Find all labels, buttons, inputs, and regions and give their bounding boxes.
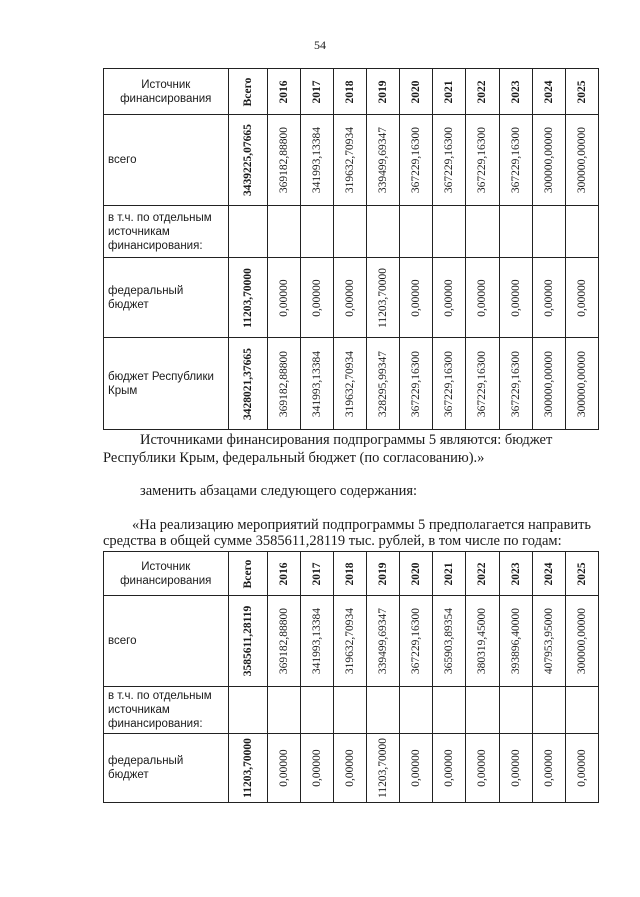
header-year: 2017 [300, 69, 333, 115]
cell: 0,00000 [433, 258, 466, 338]
cell: 369182,88800 [267, 115, 300, 206]
cell: 339499,69347 [367, 596, 400, 687]
cell: 341993,13384 [300, 338, 333, 430]
cell: 0,00000 [499, 258, 532, 338]
cell: 367229,16300 [499, 338, 532, 430]
cell: 300000,00000 [565, 115, 598, 206]
cell: 328295,99347 [367, 338, 400, 430]
cell: 0,00000 [532, 258, 565, 338]
cell [267, 687, 300, 734]
row-label: федеральный бюджет [104, 734, 229, 803]
header-year: 2025 [565, 69, 598, 115]
cell: 3428021,37665 [228, 338, 267, 430]
cell: 365903,89354 [433, 596, 466, 687]
cell: 367229,16300 [466, 115, 499, 206]
table-row [104, 687, 599, 734]
cell: 0,00000 [400, 258, 433, 338]
paragraph-sources: Источниками финансирования подпрограммы 5 являются: бюджет [140, 432, 553, 448]
cell: 319632,70934 [333, 596, 366, 687]
cell [300, 206, 333, 258]
cell: 11203,70000 [228, 258, 267, 338]
row-label: бюджет Республики Крым [104, 338, 229, 430]
cell [400, 687, 433, 734]
cell [300, 687, 333, 734]
header-year: 2024 [532, 69, 565, 115]
cell: 0,00000 [333, 734, 366, 803]
row-label: всего [104, 115, 229, 206]
cell: 11203,70000 [228, 734, 267, 803]
cell [228, 206, 267, 258]
header-year: 2016 [267, 69, 300, 115]
cell [367, 687, 400, 734]
cell [333, 206, 366, 258]
cell: 0,00000 [333, 258, 366, 338]
page-number: 54 [314, 38, 326, 52]
header-source: Источник финансирования [104, 69, 229, 115]
cell: 11203,70000 [367, 258, 400, 338]
cell: 319632,70934 [333, 338, 366, 430]
cell: 367229,16300 [400, 115, 433, 206]
cell [228, 687, 267, 734]
table-row [104, 338, 599, 430]
header-year: 2019 [367, 69, 400, 115]
header-year: 2022 [466, 552, 499, 596]
header-source: Источник финансирования [104, 552, 229, 596]
cell: 369182,88800 [267, 338, 300, 430]
row-label: всего [104, 596, 229, 687]
cell [565, 687, 598, 734]
cell: 11203,70000 [367, 734, 400, 803]
cell: 0,00000 [300, 258, 333, 338]
cell: 0,00000 [565, 734, 598, 803]
row-label: в т.ч. по отдельным источникам финансирования: [104, 687, 229, 734]
cell: 0,00000 [466, 258, 499, 338]
table-row [104, 734, 599, 803]
header-year: 2019 [367, 552, 400, 596]
cell: 3585611,28119 [228, 596, 267, 687]
header-year: 2021 [433, 552, 466, 596]
table-row [104, 258, 599, 338]
header-year: 2016 [267, 552, 300, 596]
cell: 0,00000 [433, 734, 466, 803]
cell [267, 206, 300, 258]
cell [499, 687, 532, 734]
header-year: 2022 [466, 69, 499, 115]
cell: 367229,16300 [466, 338, 499, 430]
header-year: 2020 [400, 552, 433, 596]
cell: 300000,00000 [532, 115, 565, 206]
cell [433, 687, 466, 734]
cell: 341993,13384 [300, 115, 333, 206]
header-year: 2023 [499, 552, 532, 596]
cell [466, 687, 499, 734]
cell: 0,00000 [532, 734, 565, 803]
cell: 0,00000 [300, 734, 333, 803]
cell: 300000,00000 [565, 596, 598, 687]
cell: 0,00000 [499, 734, 532, 803]
cell: 367229,16300 [400, 596, 433, 687]
cell [400, 206, 433, 258]
paragraph-replace: заменить абзацами следующего содержания: [140, 483, 418, 499]
cell: 300000,00000 [565, 338, 598, 430]
cell: 369182,88800 [267, 596, 300, 687]
cell: 319632,70934 [333, 115, 366, 206]
cell: 367229,16300 [433, 115, 466, 206]
paragraph-sources-cont: Республики Крым, федеральный бюджет (по согласованию).» [103, 450, 485, 466]
cell [367, 206, 400, 258]
header-year: 2023 [499, 69, 532, 115]
header-year: 2018 [333, 552, 366, 596]
cell: 380319,45000 [466, 596, 499, 687]
table-header-row [104, 69, 599, 115]
header-year: 2018 [333, 69, 366, 115]
cell: 0,00000 [565, 258, 598, 338]
cell: 393896,40000 [499, 596, 532, 687]
cell: 0,00000 [267, 258, 300, 338]
cell [532, 687, 565, 734]
cell [532, 206, 565, 258]
cell: 339499,69347 [367, 115, 400, 206]
cell: 367229,16300 [499, 115, 532, 206]
cell [333, 687, 366, 734]
table-row [104, 206, 599, 258]
cell: 367229,16300 [400, 338, 433, 430]
cell: 300000,00000 [532, 338, 565, 430]
cell [499, 206, 532, 258]
cell: 3439225,07665 [228, 115, 267, 206]
header-year: 2024 [532, 552, 565, 596]
paragraph-new-text-cont: средства в общей сумме 3585611,28119 тыс. рублей, в том числе по годам: [103, 533, 562, 549]
cell [565, 206, 598, 258]
cell: 407953,95000 [532, 596, 565, 687]
row-label: в т.ч. по отдельным источникам финансирования: [104, 206, 229, 258]
cell: 367229,16300 [433, 338, 466, 430]
row-label: федеральный бюджет [104, 258, 229, 338]
header-year: 2017 [300, 552, 333, 596]
header-total: Всего [228, 552, 267, 596]
header-year: 2020 [400, 69, 433, 115]
cell: 0,00000 [466, 734, 499, 803]
paragraph-new-text: «На реализацию мероприятий подпрограммы 5 предполагается направить [132, 517, 592, 533]
table-row [104, 115, 599, 206]
cell: 0,00000 [400, 734, 433, 803]
header-year: 2025 [565, 552, 598, 596]
cell [466, 206, 499, 258]
table-row [104, 596, 599, 687]
header-total: Всего [228, 69, 267, 115]
financing-table-1 [103, 68, 599, 430]
cell: 0,00000 [267, 734, 300, 803]
table-header-row [104, 552, 599, 596]
cell: 341993,13384 [300, 596, 333, 687]
cell [433, 206, 466, 258]
financing-table-2 [103, 551, 599, 803]
header-year: 2021 [433, 69, 466, 115]
